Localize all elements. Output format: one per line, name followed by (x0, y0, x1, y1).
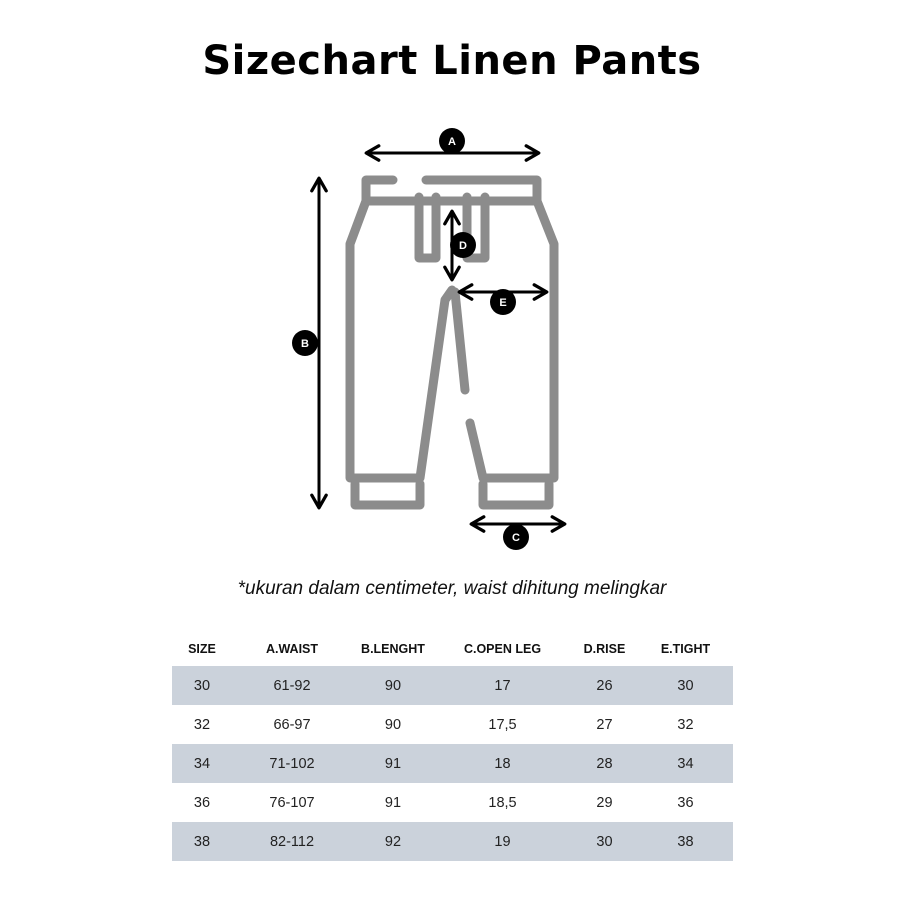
table-cell: 34 (638, 744, 733, 783)
table-cell: 90 (384, 716, 402, 733)
table-cell: 17,5 (488, 716, 517, 733)
table-cell: 36 (193, 794, 211, 811)
table-cell: 90 (352, 666, 434, 705)
size-table (172, 632, 733, 861)
table-cell: 27 (596, 716, 613, 733)
header-size: SIZE (188, 642, 216, 656)
table-cell: 82-112 (232, 822, 352, 861)
table-cell: 38 (638, 822, 733, 861)
table-cell: 30 (638, 666, 733, 705)
label-c (503, 524, 529, 550)
measurement-note: *ukuran dalam centimeter, waist dihitung melingkar (237, 578, 667, 599)
table-row (172, 744, 733, 783)
table-cell: 92 (352, 822, 434, 861)
table-row (172, 822, 733, 861)
table-cell: 29 (596, 794, 613, 811)
table-cell: 30 (172, 666, 232, 705)
svg-text:B: B (301, 338, 309, 350)
svg-text:D: D (459, 240, 467, 252)
table-cell: 30 (571, 822, 638, 861)
table-cell: 76-107 (269, 794, 315, 811)
table-cell: 28 (571, 744, 638, 783)
table-cell: 26 (571, 666, 638, 705)
header-open-leg: C.OPEN LEG (463, 642, 542, 656)
svg-text:A: A (448, 136, 456, 148)
table-cell: 91 (352, 744, 434, 783)
table-row (172, 666, 733, 705)
table-cell: 61-92 (232, 666, 352, 705)
table-cell: 91 (384, 794, 402, 811)
table-cell: 36 (677, 794, 694, 811)
table-cell: 19 (434, 822, 571, 861)
table-row (172, 783, 733, 822)
svg-text:C: C (512, 532, 520, 544)
label-d (450, 232, 476, 258)
table-cell: 17 (434, 666, 571, 705)
table-cell: 32 (677, 716, 694, 733)
label-e (490, 289, 516, 315)
table-cell: 18,5 (488, 794, 517, 811)
table-cell: 71-102 (232, 744, 352, 783)
header-rise: D.RISE (583, 642, 626, 656)
svg-text:E: E (499, 297, 507, 309)
header-tight: E.TIGHT (660, 642, 711, 656)
table-cell: 32 (193, 716, 211, 733)
label-b (292, 330, 318, 356)
header-length: B.LENGHT (361, 642, 425, 656)
table-cell: 38 (172, 822, 232, 861)
table-row (172, 705, 733, 744)
label-a (439, 128, 465, 154)
table-cell: 18 (434, 744, 571, 783)
table-header-row (172, 632, 733, 666)
header-waist: A.WAIST (265, 642, 319, 656)
table-cell: 66-97 (273, 716, 311, 733)
table-cell: 34 (172, 744, 232, 783)
page-title: Sizechart Linen Pants (202, 38, 702, 84)
